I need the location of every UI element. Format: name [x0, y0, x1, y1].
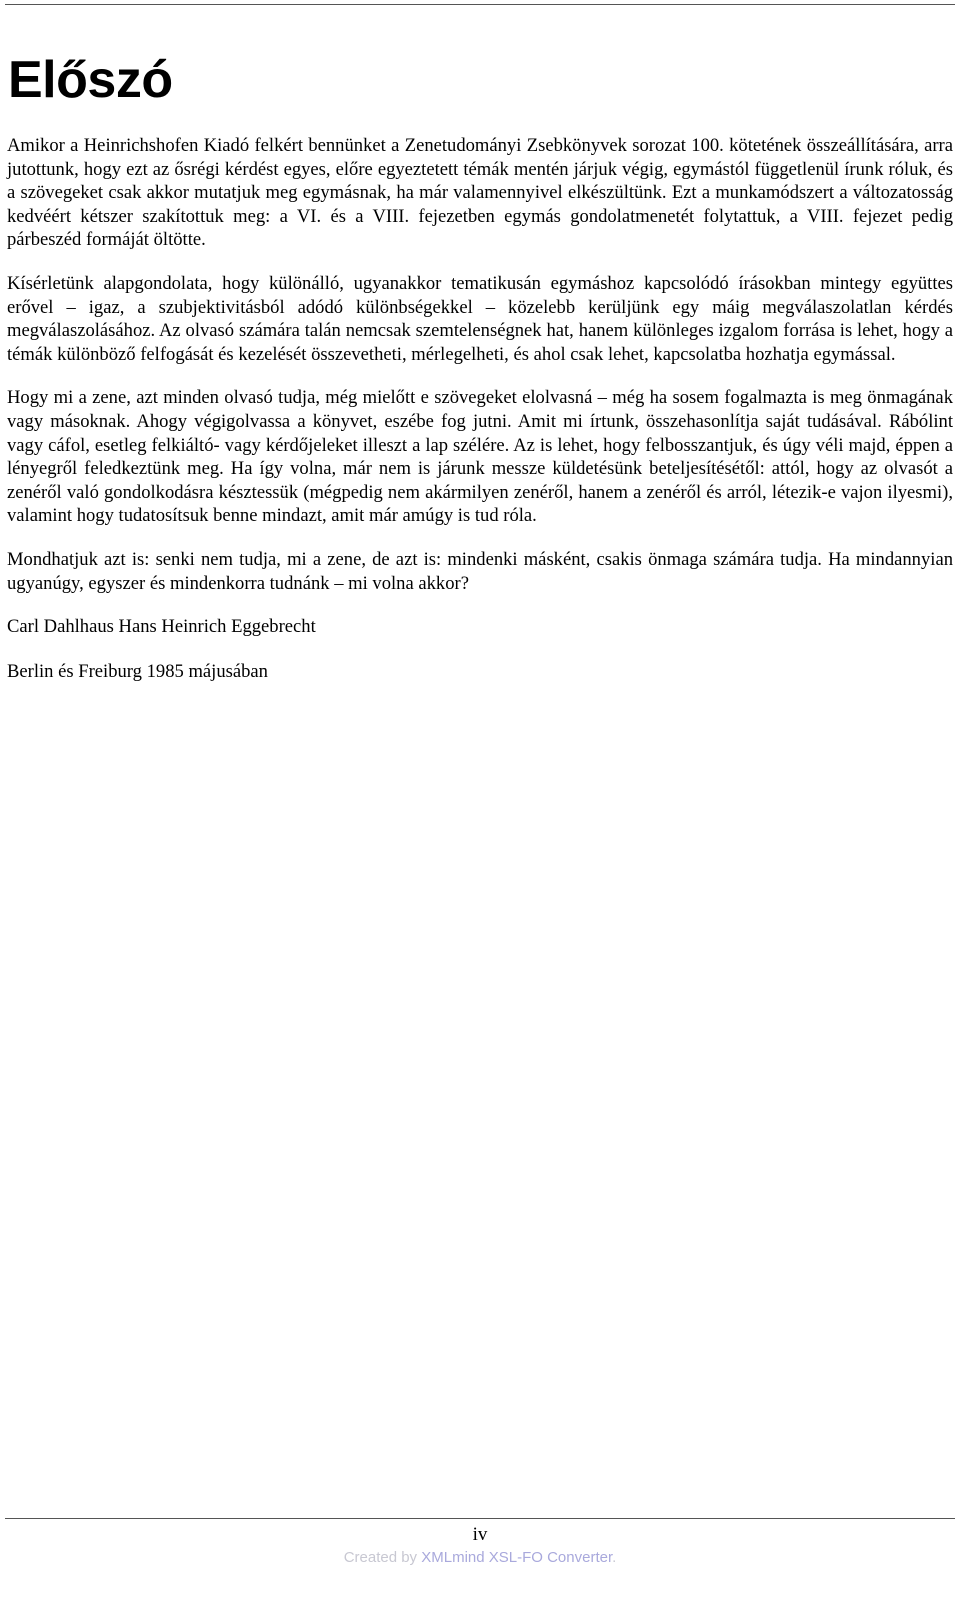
place-date-line: Berlin és Freiburg 1985 májusában	[7, 660, 268, 682]
paragraph-3: Hogy mi a zene, azt minden olvasó tudja, még mielőtt e szövegeket elolvasná – még ha sosem fogalmazta is meg önmagának vagy másoknak. Ahogy végigolvassa a könyvet, eszébe fog jutni. Amit mi írtunk, összehasonlítja saját tudásával. Rábólint vagy cáfol, esetleg felkiáltó- vagy kérdőjeleket illeszt a lap szélére. Az is lehet, hogy felbosszantjuk, és úgy véli majd, éppen a lényegről feledkeztünk meg. Ha így volna, már nem is járunk messze küldetésünk beteljesítésétől: attól, hogy az olvasót a zenéről való gondolkodásra késztessük (mégpedig nem akármilyen zenéről, hanem a zenéről és arról, létezik-e vajon ilyesmi), valamint hogy tudatosítsuk benne mindazt, amit már amúgy is tud róla.	[7, 387, 953, 527]
page-number: iv	[472, 1524, 488, 1545]
credit-brand-link[interactable]: XMLmind XSL-FO Converter	[421, 1549, 613, 1566]
footer-credit	[0, 1549, 960, 1567]
credit-suffix: .	[612, 1549, 617, 1566]
paragraph-1: Amikor a Heinrichshofen Kiadó felkért bennünket a Zenetudományi Zsebkönyvek sorozat 100. kötetének összeállítására, arra jutottunk, hogy ezt az ősrégi kérdést egyes, előre egyeztetett témák mentén járjuk végig, egymástól függetlenül írunk róluk, és a szövegeket csak akkor mutatjuk meg egymásnak, ha már valamennyivel elkészültünk. Ezt a munkamódszert a változatosság kedvéért kétszer szakítottuk meg: a VI. és a VIII. fejezetben egymás gondolatmenetét folytattuk, a VIII. fejezet pedig párbeszéd formáját öltötte.	[7, 135, 953, 251]
authors-line: Carl Dahlhaus Hans Heinrich Eggebrecht	[7, 616, 316, 638]
body-text	[7, 134, 953, 704]
paragraph-2: Kísérletünk alapgondolata, hogy különálló, ugyanakkor tematikusán egymáshoz kapcsolódó írásokban mintegy együttes erővel – igaz, a szubjektivitásból adódó különbségekkel – közelebb kerüljünk egy máig megválaszolatlan kérdés megválaszolásához. Az olvasó számára talán nemcsak szemtelenségnek hat, hanem különleges izgalom forrása is lehet, hogy a témák különböző felfogását és kezelését összevetheti, mérlegelheti, és ahol csak lehet, kapcsolatba hozhatja egymással.	[7, 272, 953, 365]
paragraph-4: Mondhatjuk azt is: senki nem tudja, mi a zene, de azt is: mindenki másként, csakis önmaga számára tudja. Ha mindannyian ugyanúgy, egyszer és mindenkorra tudnánk – mi volna akkor?	[7, 548, 953, 594]
page-title: Előszó	[8, 51, 173, 109]
header-rule	[5, 4, 955, 5]
credit-prefix: Created by	[343, 1549, 422, 1566]
footer-rule	[5, 1518, 955, 1519]
